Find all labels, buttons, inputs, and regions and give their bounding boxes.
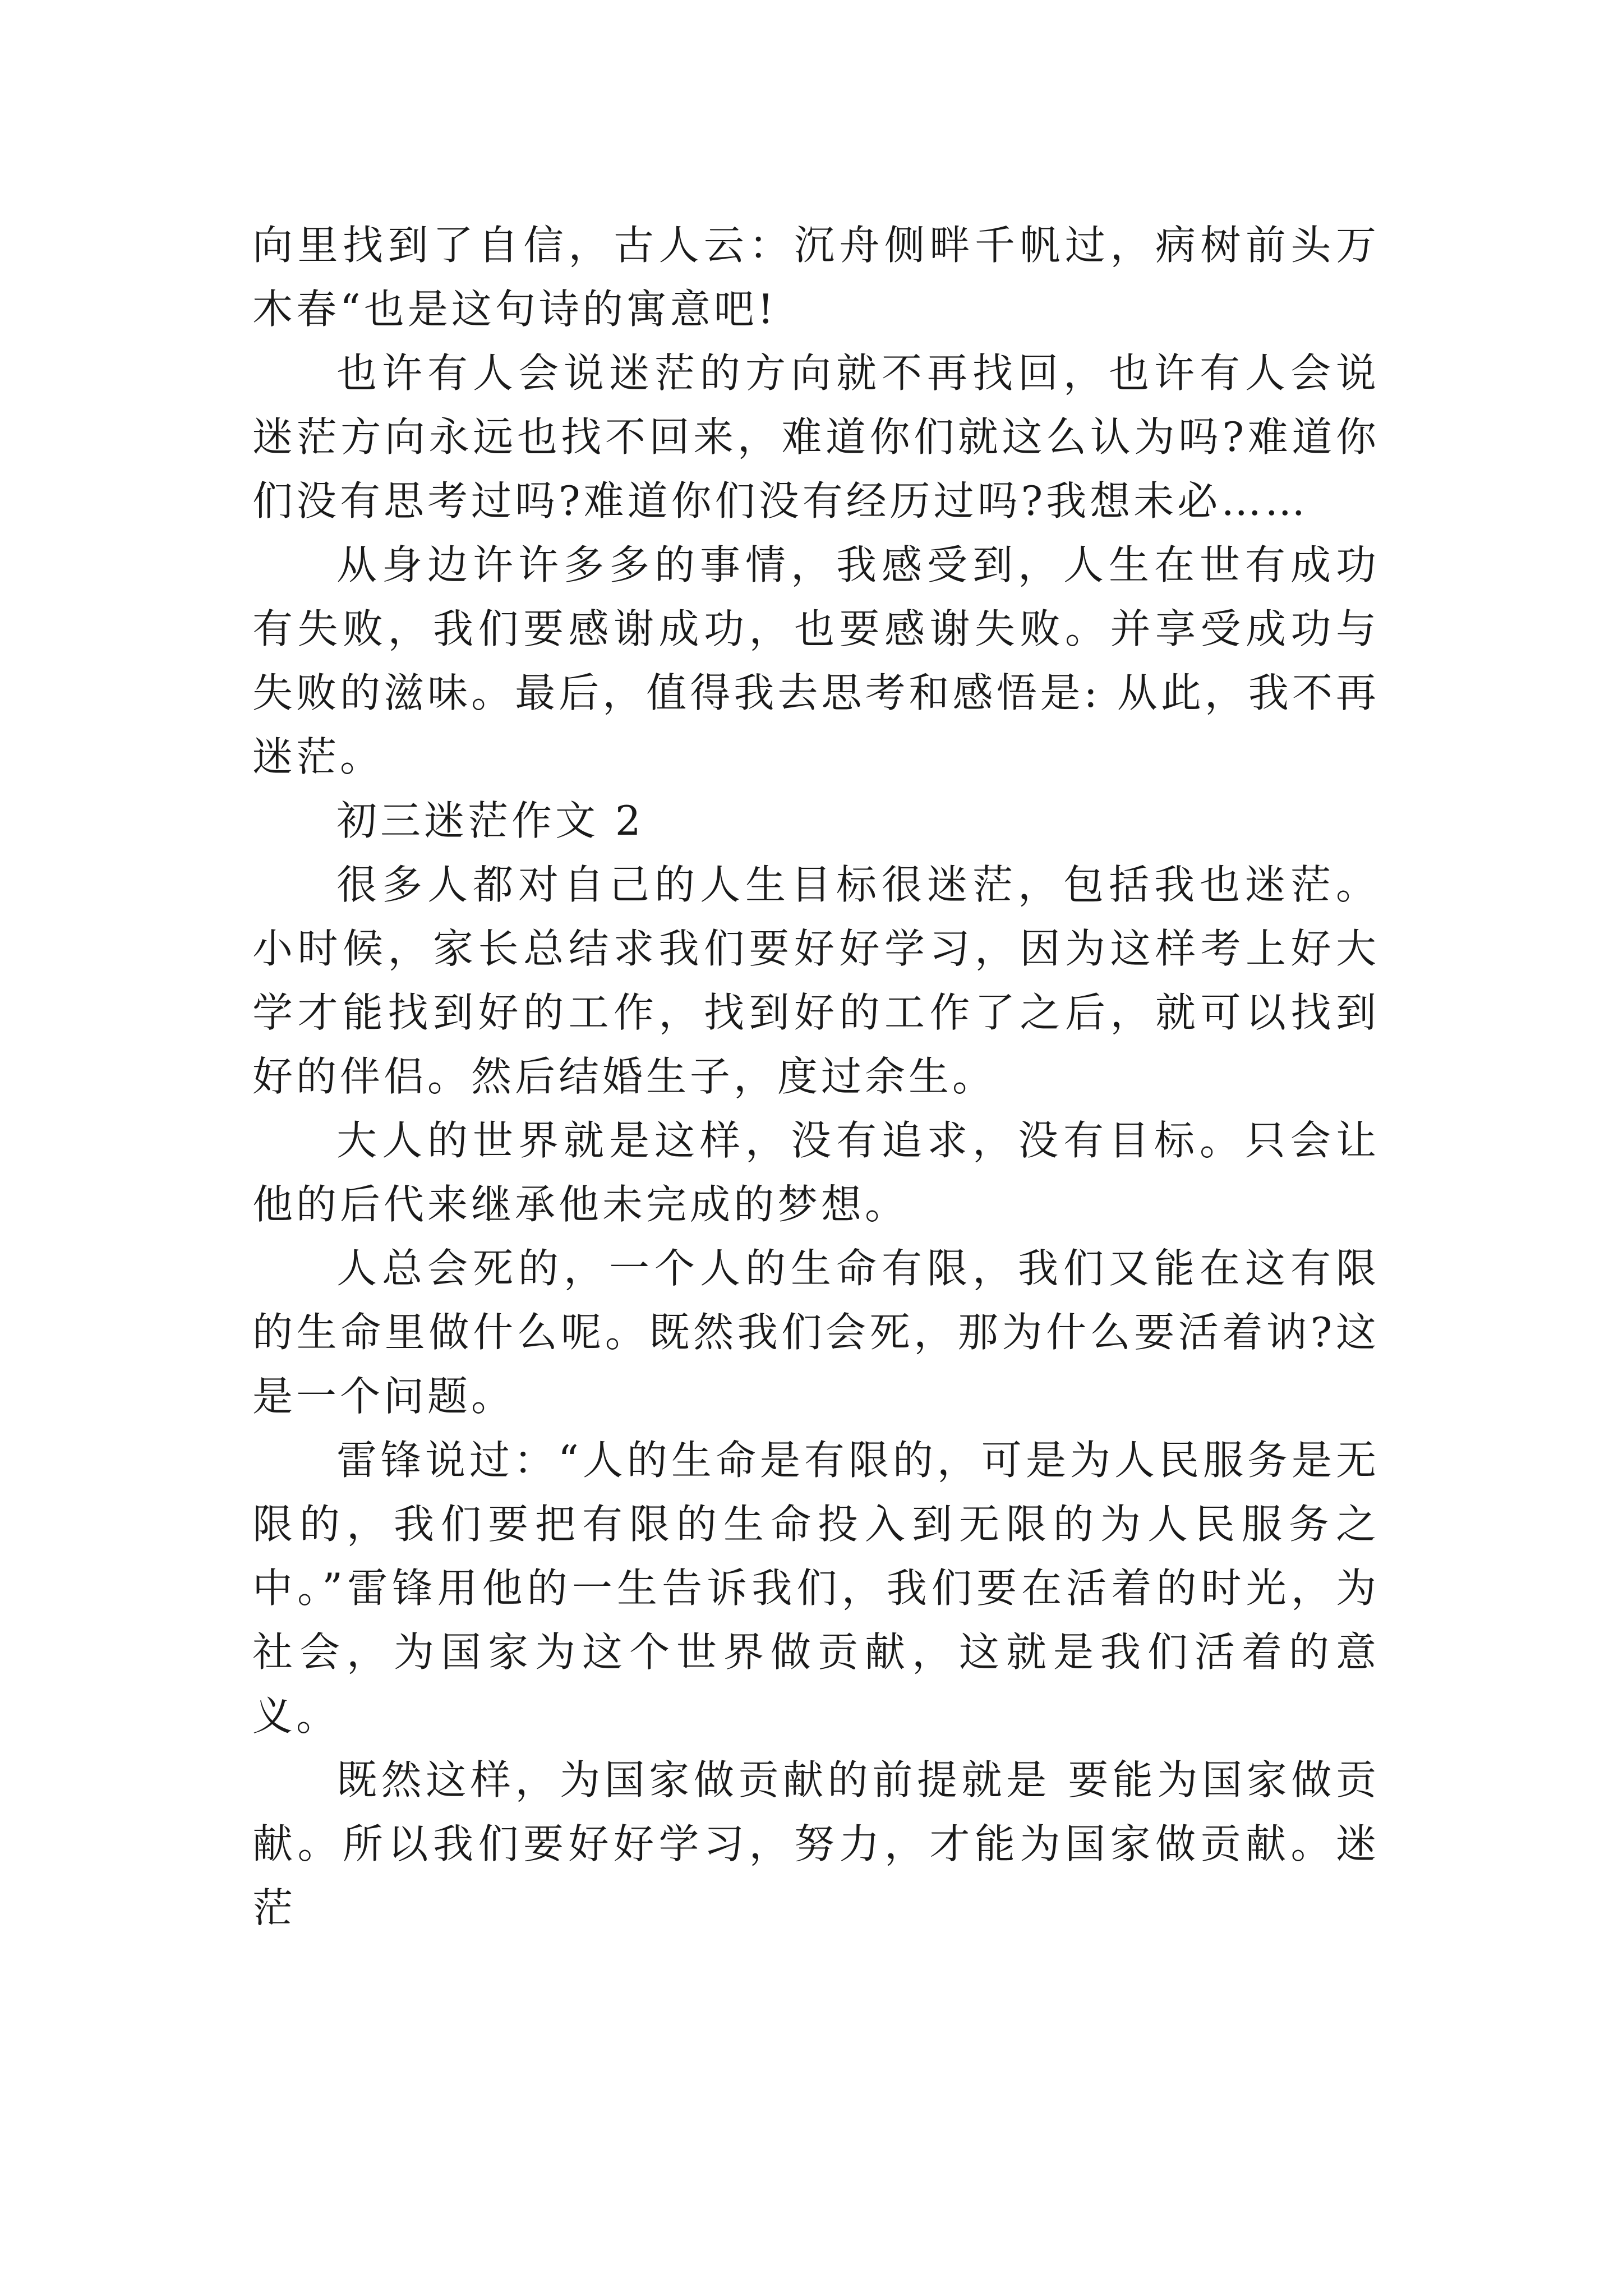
paragraph: 雷锋说过：“人的生命是有限的，可是为人民服务是无限的，我们要把有限的生命投入到无限的为人民服务之中。”雷锋用他的一生告诉我们，我们要在活着的时光，为社会，为国家为这个世界做贡献，这就是我们活着的意义。	[252, 1437, 1380, 1740]
paragraph: 向里找到了自信，古人云：沉舟侧畔千帆过，病树前头万木春“也是这句诗的寓意吧!	[252, 222, 1380, 333]
paragraph: 从身边许许多多的事情，我感受到，人生在世有成功有失败，我们要感谢成功，也要感谢失败。并享受成功与失败的滋味。最后，值得我去思考和感悟是: 从此，我不再迷茫。	[252, 541, 1380, 780]
paragraph: 也许有人会说迷茫的方向就不再找回，也许有人会说迷茫方向永远也找不回来，难道你们就这么认为吗?难道你们没有思考过吗?难道你们没有经历过吗?我想未必……	[252, 349, 1380, 524]
paragraph: 很多人都对自己的人生目标很迷茫，包括我也迷茫。小时候，家长总结求我们要好好学习，因为这样考上好大学才能找到好的工作，找到好的工作了之后，就可以找到好的伴侣。然后结婚生子，度过余生。	[252, 861, 1380, 1100]
paragraph: 既然这样，为国家做贡献的前提就是 要能为国家做贡献。所以我们要好好学习，努力，才能为国家做贡献。迷茫	[252, 1756, 1380, 1931]
document-body	[252, 213, 1380, 1940]
paragraph: 大人的世界就是这样，没有追求，没有目标。只会让他的后代来继承他未完成的梦想。	[252, 1117, 1380, 1228]
paragraph: 人总会死的，一个人的生命有限，我们又能在这有限的生命里做什么呢。既然我们会死，那为什么要活着讷?这是一个问题。	[252, 1245, 1380, 1420]
section-heading: 初三迷茫作文 2	[336, 797, 644, 844]
